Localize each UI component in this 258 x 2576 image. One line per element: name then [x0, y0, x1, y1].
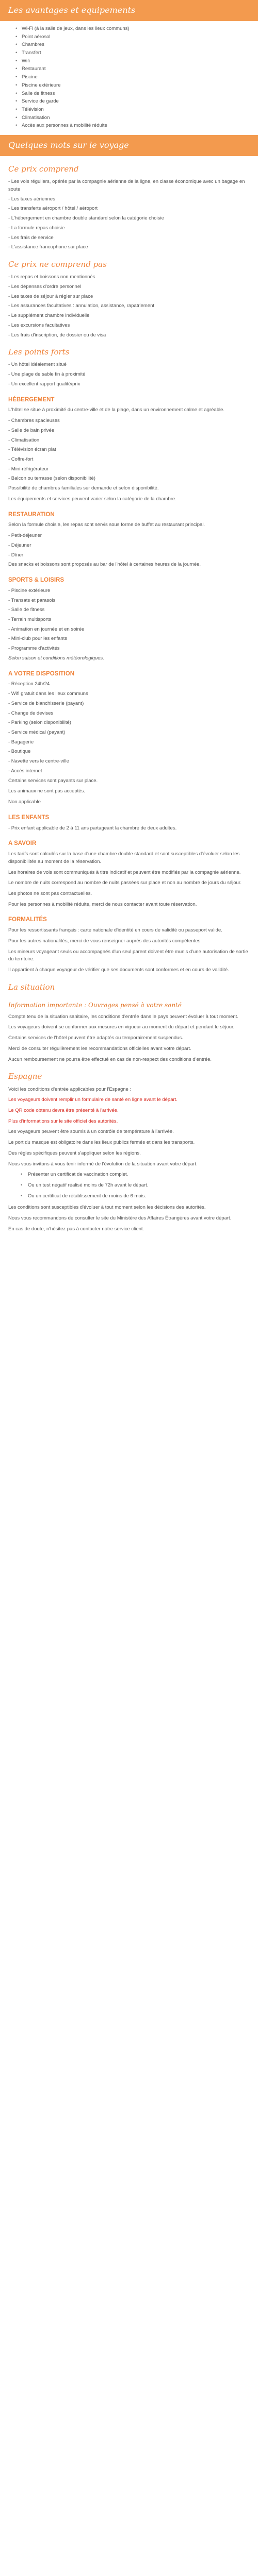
- children-title: LES ENFANTS: [8, 814, 50, 821]
- spain-title: Espagne: [8, 1072, 42, 1081]
- list-item: - Les frais de service: [8, 234, 54, 241]
- list-item: • Chambres: [15, 41, 250, 49]
- restaurant-title: RESTAURATION: [8, 511, 55, 518]
- spain-intro: Voici les conditions d'entrée applicables pour l'Espagne :: [8, 1086, 132, 1092]
- children-text: - Prix enfant applicable de 2 à 11 ans partageant la chambre de deux adultes.: [8, 825, 177, 831]
- list-item: - Dîner: [8, 552, 24, 558]
- accommodation-title: HÉBERGEMENT: [8, 396, 55, 403]
- list-item: • Service de garde: [15, 98, 250, 106]
- list-item: - Salle de bain privée: [8, 427, 55, 433]
- list-item: • Point aérosol: [15, 33, 250, 41]
- paragraph: Aucun remboursement ne pourra être effectué en cas de non-respect des conditions d'entrée.: [8, 1056, 212, 1062]
- list-item: - La formule repas choisie: [8, 225, 65, 231]
- restaurant-intro: Selon la formule choisie, les repas sont servis sous forme de buffet au restaurant principal.: [8, 522, 205, 528]
- paragraph: Pour les autres nationalités, merci de vous renseigner auprès des autorités compétentes.: [8, 938, 202, 944]
- restaurant-note: Des snacks et boissons sont proposés au bar de l'hôtel à certaines heures de la journée.: [8, 562, 201, 568]
- list-item: • Transfert: [15, 49, 250, 57]
- list-item: - Les taxes aériennes: [8, 196, 55, 202]
- services-note-3: Non applicable: [8, 799, 41, 805]
- accommodation-intro: L'hôtel se situe à proximité du centre-ville et de la plage, dans un environnement calme et agréable.: [8, 407, 225, 413]
- list-item: - Mini-club pour les enfants: [8, 636, 68, 642]
- list-item: • Wi-Fi (à la salle de jeux, dans les lieux communs): [15, 25, 250, 33]
- list-item: - Un hôtel idéalement situé: [8, 362, 67, 368]
- paragraph: Nous vous invitons à vous tenir informé de l'évolution de la situation avant votre départ.: [8, 1161, 198, 1167]
- spain-warning-2: Le QR code obtenu devra être présenté à l'arrivée.: [8, 1107, 119, 1113]
- trip-banner: Quelques mots sur le voyage: [0, 135, 258, 156]
- paragraph: Les voyageurs doivent se conformer aux mesures en vigueur au moment du départ et pendant le séjour.: [8, 1024, 235, 1030]
- list-item: - Les taxes de séjour à régler sur place: [8, 293, 93, 299]
- list-item: - Les repas et boissons non mentionnés: [8, 274, 95, 280]
- list-item: • Climatisation: [15, 114, 250, 122]
- list-item: - L'assistance francophone sur place: [8, 244, 88, 250]
- list-item: - Les excursions facultatives: [8, 322, 70, 328]
- important-info-heading: Information importante : Ouvrages pensé à votre santé: [8, 1002, 182, 1009]
- list-item: - Les dépenses d'ordre personnel: [8, 283, 82, 290]
- list-item: - Les assurances facultatives : annulation, assistance, rapatriement: [8, 303, 155, 309]
- list-item: • Présenter un certificat de vaccination complet.: [21, 1171, 250, 1179]
- list-item: - Déjeuner: [8, 542, 31, 548]
- list-item: - Réception 24h/24: [8, 681, 50, 687]
- list-item: - Les transferts aéroport / hôtel / aéroport: [8, 206, 98, 212]
- paragraph: Des règles spécifiques peuvent s'appliquer selon les régions.: [8, 1150, 141, 1156]
- paragraph: Le nombre de nuits correspond au nombre de nuits passées sur place et non au nombre de jours du séjour.: [8, 880, 242, 886]
- advantages-banner: Les avantages et equipements: [0, 0, 258, 21]
- paragraph: Merci de consulter régulièrement les recommandations officielles avant votre départ.: [8, 1045, 191, 1052]
- price-includes-title: Ce prix comprend: [8, 164, 79, 174]
- list-item: • Télévision: [15, 106, 250, 114]
- list-item: - Le supplément chambre individuelle: [8, 313, 90, 319]
- accommodation-note-2: Les équipements et services peuvent varier selon la catégorie de la chambre.: [8, 496, 176, 502]
- paragraph: Pour les ressortissants français : carte nationale d'identité en cours de validité ou passeport valide.: [8, 927, 222, 934]
- paragraph: Pour les personnes à mobilité réduite, merci de nous contacter avant toute réservation.: [8, 901, 197, 907]
- list-item: - Une plage de sable fin à proximité: [8, 371, 86, 378]
- list-item: - Balcon ou terrasse (selon disponibilité): [8, 476, 95, 482]
- list-item: - Boutique: [8, 749, 31, 755]
- paragraph: Les voyageurs peuvent être soumis à un contrôle de température à l'arrivée.: [8, 1129, 174, 1135]
- list-item: - Terrain multisports: [8, 617, 52, 622]
- list-item: - Salle de fitness: [8, 607, 45, 613]
- list-item: - Bagagerie: [8, 739, 34, 745]
- list-item: - Service médical (payant): [8, 730, 66, 735]
- list-item: • Ou un test négatif réalisé moins de 72h avant le départ.: [21, 1182, 250, 1190]
- spain-warning-3[interactable]: Plus d'informations sur le site officiel des autorités.: [8, 1118, 118, 1124]
- list-item: - Chambres spacieuses: [8, 418, 60, 424]
- list-item: - Transats et parasols: [8, 597, 56, 603]
- list-item: • Accès aux personnes à mobilité réduite: [15, 122, 250, 130]
- list-item: - Accès internet: [8, 768, 42, 774]
- accommodation-note: Possibilité de chambres familiales sur demande et selon disponibilité.: [8, 485, 159, 492]
- paragraph: Les mineurs voyageant seuls ou accompagnés d'un seul parent doivent être munis d'une autorisation de sortie du territoire.: [8, 948, 248, 962]
- list-item: - Animation en journée et en soirée: [8, 626, 85, 632]
- paragraph: En cas de doute, n'hésitez pas à contacter notre service client.: [8, 1226, 144, 1232]
- paragraph: Certains services de l'hôtel peuvent être adaptés ou temporairement suspendus.: [8, 1035, 183, 1041]
- paragraph: Les photos ne sont pas contractuelles.: [8, 890, 92, 896]
- list-item: - Un excellent rapport qualité/prix: [8, 381, 80, 387]
- list-item: • Ou un certificat de rétablissement de moins de 6 mois.: [21, 1193, 250, 1200]
- paragraph: Le port du masque est obligatoire dans les lieux publics fermés et dans les transports.: [8, 1140, 195, 1146]
- list-item: • Piscine: [15, 74, 250, 81]
- good-to-know-title: A SAVOIR: [8, 840, 37, 847]
- sports-note: Selon saison et conditions météorologiques.: [8, 655, 104, 661]
- list-item: - Petit-déjeuner: [8, 533, 42, 539]
- list-item: - Climatisation: [8, 437, 40, 443]
- list-item: - Change de devises: [8, 710, 54, 716]
- list-item: • Restaurant: [15, 65, 250, 73]
- list-item: - Navette vers le centre-ville: [8, 758, 69, 765]
- paragraph: Les tarifs sont calculés sur la base d'une chambre double standard et sont susceptibles d'évoluer selon les disponibilités au moment de la réservation.: [8, 851, 240, 865]
- list-item: - L'hébergement en chambre double standard selon la catégorie choisie: [8, 215, 164, 222]
- list-item: - Wifi gratuit dans les lieux communs: [8, 691, 88, 697]
- spain-warning: Les voyageurs doivent remplir un formulaire de santé en ligne avant le départ.: [8, 1097, 178, 1103]
- paragraph: Les horaires de vols sont communiqués à titre indicatif et peuvent être modifiés par la compagnie aérienne.: [8, 869, 241, 875]
- paragraph: Nous vous recommandons de consulter le site du Ministère des Affaires Étrangères avant votre départ.: [8, 1215, 232, 1222]
- list-item: - Les frais d'inscription, de dossier ou de visa: [8, 332, 106, 338]
- highlights-title: Les points forts: [8, 347, 70, 357]
- paragraph: Il appartient à chaque voyageur de vérifier que ses documents sont conformes et en cours de validité.: [8, 967, 229, 973]
- list-item: - Parking (selon disponibilité): [8, 720, 71, 726]
- list-item: - Service de blanchisserie (payant): [8, 700, 84, 706]
- services-note: Certains services sont payants sur place.: [8, 777, 98, 784]
- spain-conditions-list: [8, 1171, 250, 1200]
- services-title: A VOTRE DISPOSITION: [8, 670, 75, 677]
- list-item: - Coffre-fort: [8, 456, 34, 463]
- page: [0, 0, 258, 1247]
- list-item: • Salle de fitness: [15, 90, 250, 98]
- paragraph: Les conditions sont susceptibles d'évoluer à tout moment selon les décisions des autorités.: [8, 1205, 206, 1211]
- formalities-title: FORMALITÉS: [8, 917, 47, 923]
- list-item: - Mini-réfrigérateur: [8, 466, 49, 472]
- list-item: - Télévision écran plat: [8, 447, 56, 453]
- advantages-list: [8, 25, 250, 130]
- sports-title: SPORTS & LOISIRS: [8, 577, 64, 584]
- situation-title: La situation: [8, 982, 55, 992]
- list-item: - Piscine extérieure: [8, 587, 51, 594]
- list-item: - Programme d'activités: [8, 646, 60, 652]
- paragraph: Compte tenu de la situation sanitaire, les conditions d'entrée dans le pays peuvent évoluer à tout moment.: [8, 1013, 238, 1020]
- list-item: • Piscine extérieure: [15, 82, 250, 90]
- price-excludes-title: Ce prix ne comprend pas: [8, 259, 107, 269]
- list-item: • Wifi: [15, 58, 250, 65]
- services-note-2: Les animaux ne sont pas acceptés.: [8, 788, 85, 794]
- list-item: - Les vols réguliers, opérés par la compagnie aérienne de la ligne, en classe économique avec un bagage en soute: [8, 179, 245, 192]
